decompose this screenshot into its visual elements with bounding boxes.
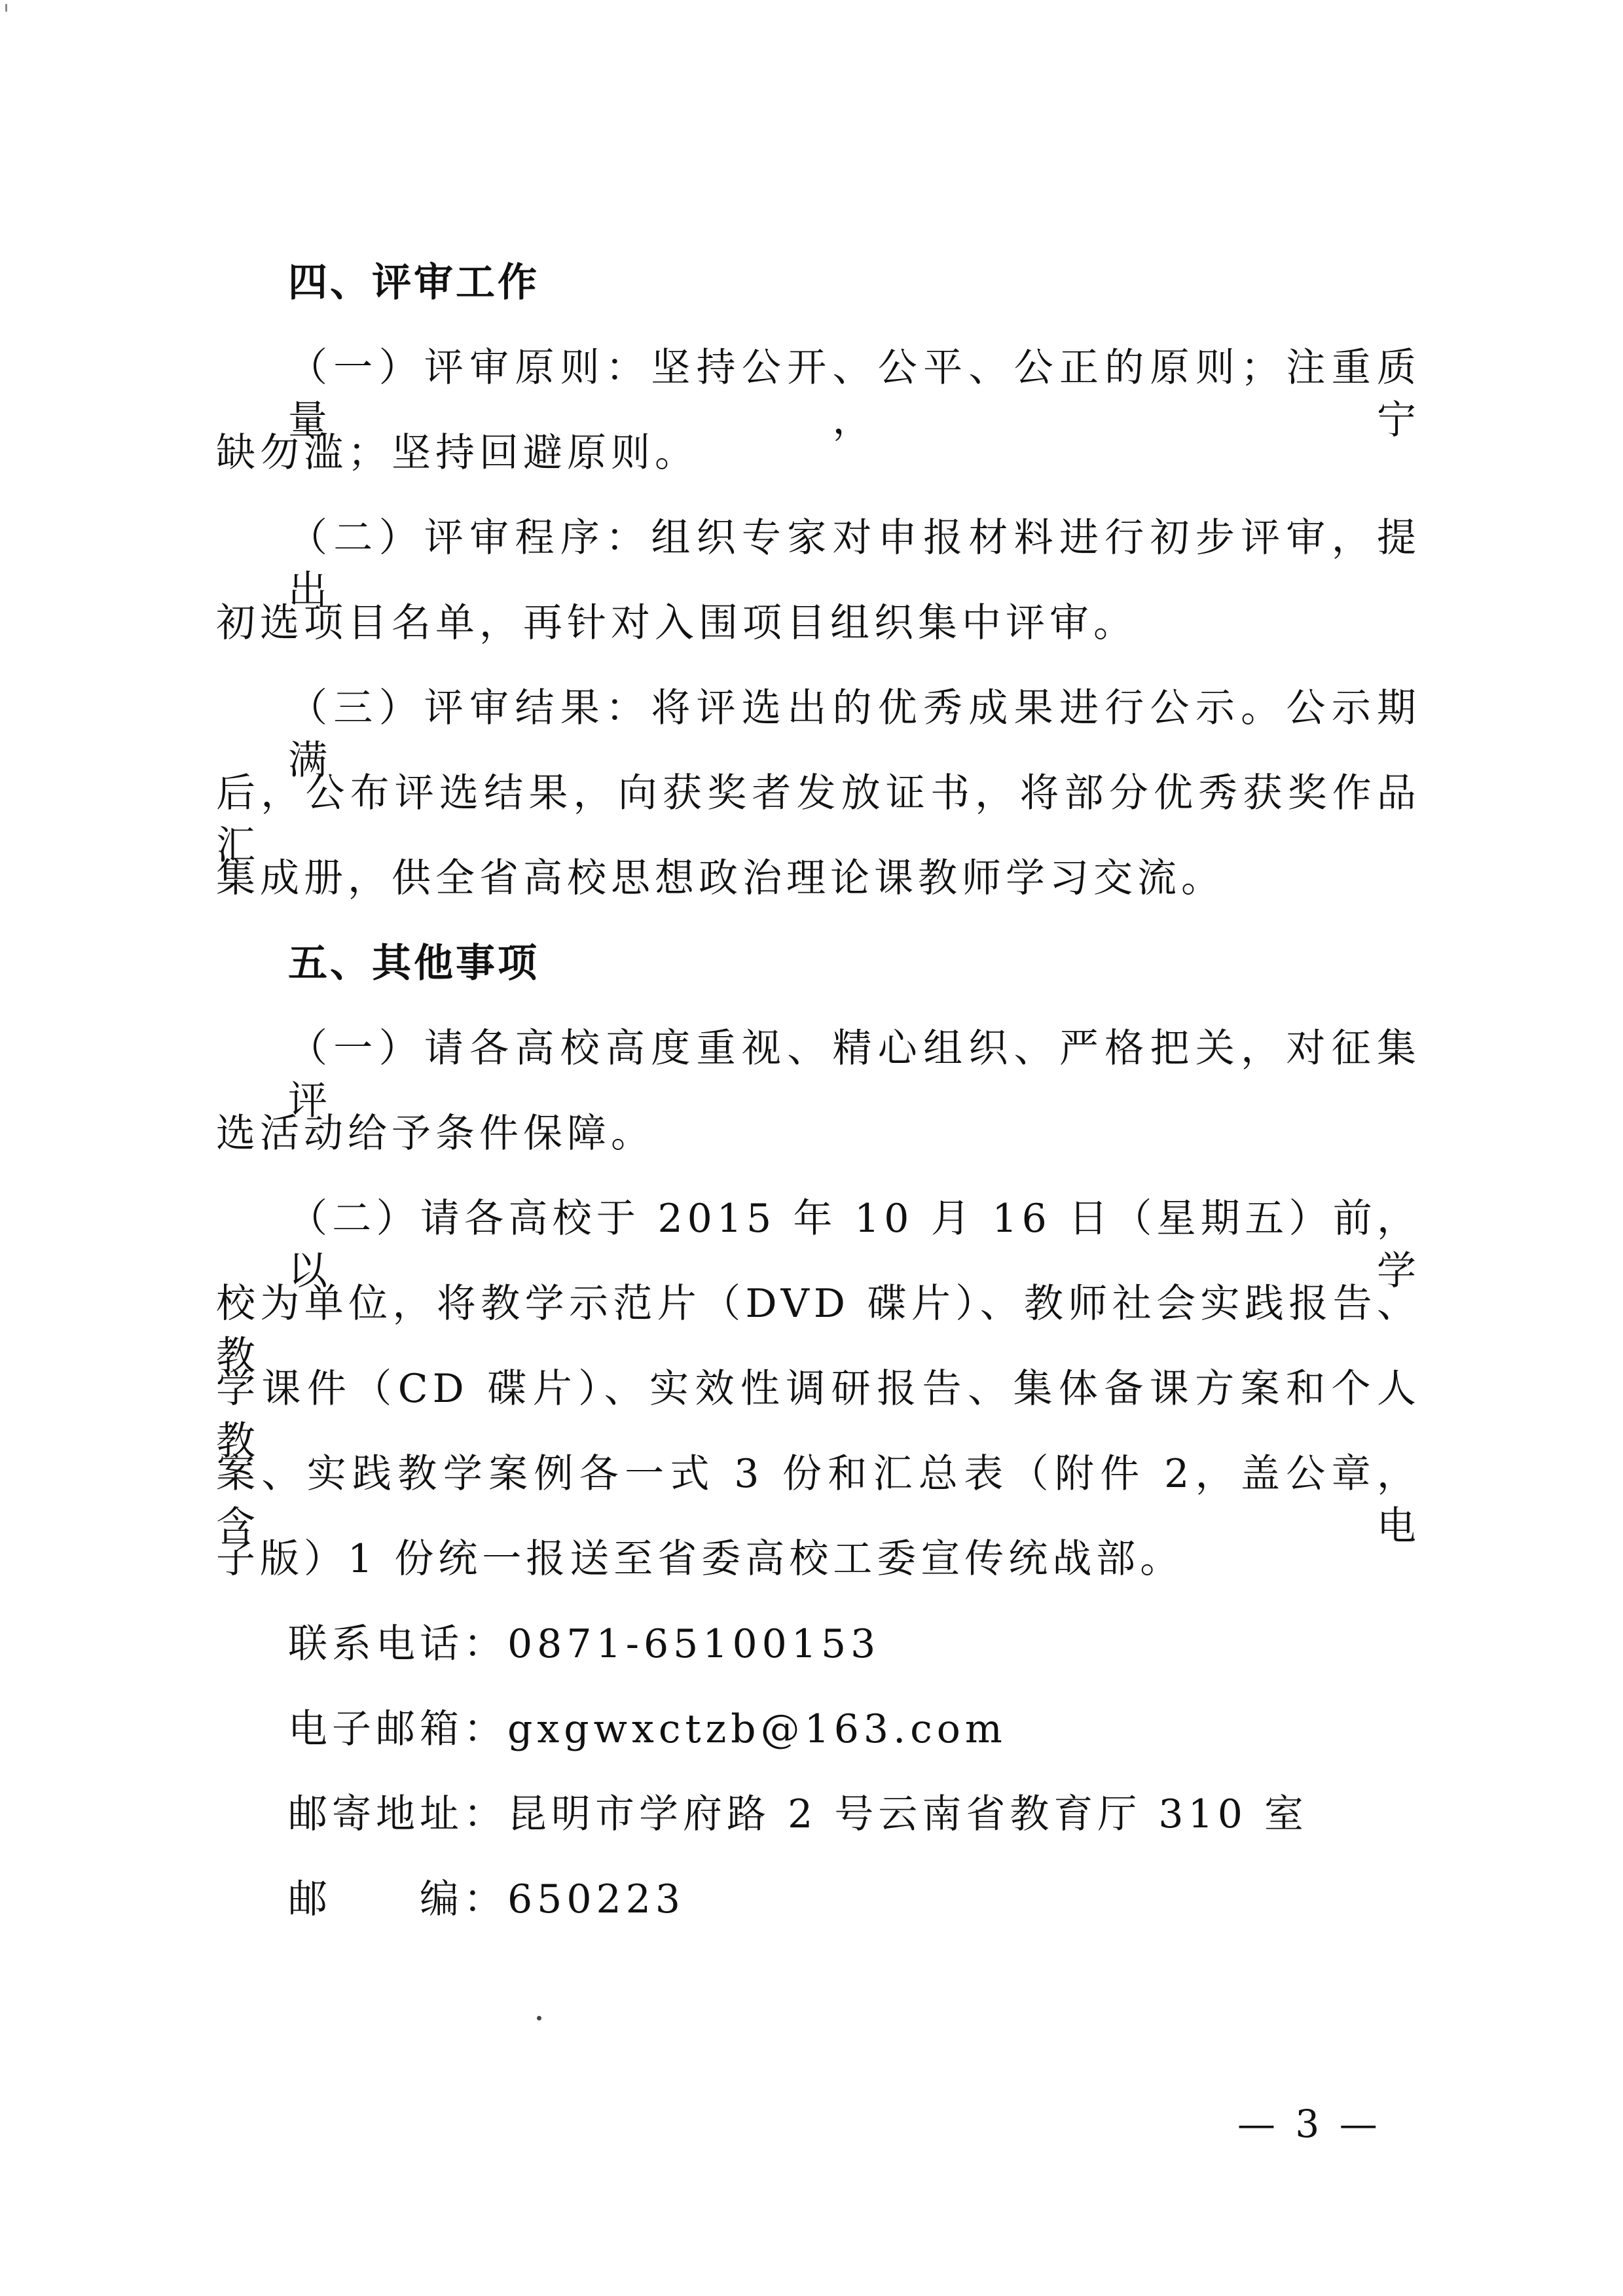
section-4-paragraph-1-line-2: 缺勿滥；坚持回避原则。 <box>216 430 699 476</box>
contact-postcode-value: 650223 <box>507 1876 685 1922</box>
contact-email-value: gxgwxctzb@163.com <box>507 1706 1007 1752</box>
scan-speck-mark <box>537 2016 541 2020</box>
section-5-paragraph-2-line-2: 校为单位，将教学示范片（DVD 碟片）、教师社会实践报告、教 <box>216 1281 1421 1379</box>
section-5-paragraph-1-line-2: 选活动给予条件保障。 <box>216 1111 655 1157</box>
section-4-paragraph-2-line-2: 初选项目名单，再针对入围项目组织集中评审。 <box>216 600 1137 646</box>
page-number: — 3 — <box>1237 2102 1381 2146</box>
section-5-heading: 五、其他事项 <box>288 941 539 986</box>
section-4-paragraph-3-line-3: 集成册，供全省高校思想政治理论课教师学习交流。 <box>216 855 1225 901</box>
section-4-paragraph-1-line-1: （一）评审原则：坚持公开、公平、公正的原则；注重质量，宁 <box>288 345 1421 443</box>
scan-edge-mark <box>5 4 7 12</box>
section-5-paragraph-2-line-4: 案、实践教学案例各一式 3 份和汇总表（附件 2，盖公章，含电 <box>216 1451 1421 1549</box>
contact-address-value: 昆明市学府路 2 号云南省教育厅 310 室 <box>507 1791 1308 1837</box>
contact-address-label: 邮寄地址： <box>288 1791 507 1837</box>
contact-postcode-row <box>288 1873 1421 1926</box>
contact-postcode-label: 邮 编： <box>288 1876 507 1922</box>
section-4-paragraph-2-line-1: （二）评审程序：组织专家对申报材料进行初步评审，提出 <box>288 515 1421 613</box>
section-4-paragraph-3-line-1: （三）评审结果：将评选出的优秀成果进行公示。公示期满 <box>288 685 1421 783</box>
section-5-paragraph-1-line-1: （一）请各高校高度重视、精心组织、严格把关，对征集评 <box>288 1026 1421 1124</box>
contact-phone-row <box>288 1618 1421 1670</box>
contact-address-row <box>288 1788 1421 1840</box>
section-5-paragraph-2-line-3: 学课件（CD 碟片）、实效性调研报告、集体备课方案和个人教 <box>216 1366 1421 1464</box>
section-4-heading: 四、评审工作 <box>288 260 539 306</box>
section-4-paragraph-3-line-2: 后，公布评选结果，向获奖者发放证书，将部分优秀获奖作品汇 <box>216 770 1421 869</box>
contact-phone-label: 联系电话： <box>288 1621 507 1667</box>
contact-email-label: 电子邮箱： <box>288 1706 507 1752</box>
section-5-paragraph-2-line-5: 子版）1 份统一报送至省委高校工委宣传统战部。 <box>216 1536 1184 1582</box>
section-5-paragraph-2-line-1: （二）请各高校于 2015 年 10 月 16 日（星期五）前，以学 <box>288 1196 1421 1294</box>
contact-email-row <box>288 1703 1421 1755</box>
contact-phone-value: 0871-65100153 <box>507 1621 881 1667</box>
